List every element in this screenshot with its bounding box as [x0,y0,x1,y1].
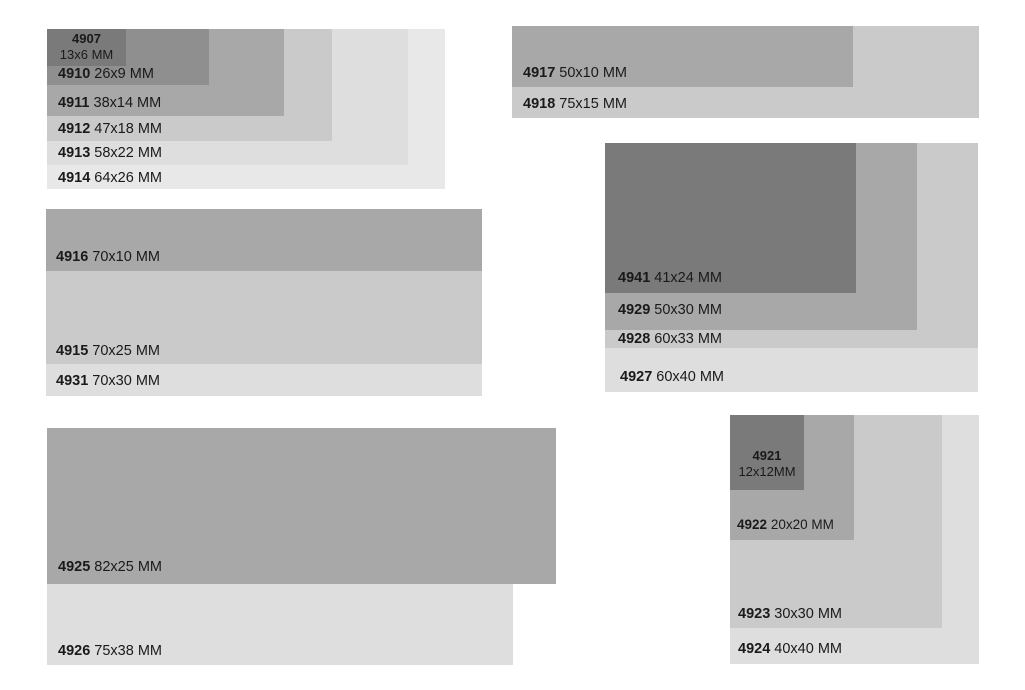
label-4925: 4925 82x25 MM [58,559,162,575]
label-4915: 4915 70x25 MM [56,343,160,359]
label-4907: 4907 13x6 MM [59,31,114,63]
label-4912: 4912 47x18 MM [58,121,162,137]
label-4917: 4917 50x10 MM [523,65,627,81]
label-4926: 4926 75x38 MM [58,643,162,659]
label-4922: 4922 20x20 MM [737,517,834,532]
label-4916: 4916 70x10 MM [56,249,160,265]
label-4923: 4923 30x30 MM [738,606,842,622]
label-4924: 4924 40x40 MM [738,641,842,657]
label-4921: 4921 12x12MM [738,448,796,480]
label-4928: 4928 60x33 MM [618,331,722,347]
label-4931: 4931 70x30 MM [56,373,160,389]
label-4941: 4941 41x24 MM [618,270,722,286]
label-4914: 4914 64x26 MM [58,170,162,186]
label-4910: 4910 26x9 MM [58,66,154,82]
label-4929: 4929 50x30 MM [618,302,722,318]
label-4927: 4927 60x40 MM [620,369,724,385]
label-4913: 4913 58x22 MM [58,145,162,161]
label-4918: 4918 75x15 MM [523,96,627,112]
label-4911: 4911 38x14 MM [58,95,162,111]
